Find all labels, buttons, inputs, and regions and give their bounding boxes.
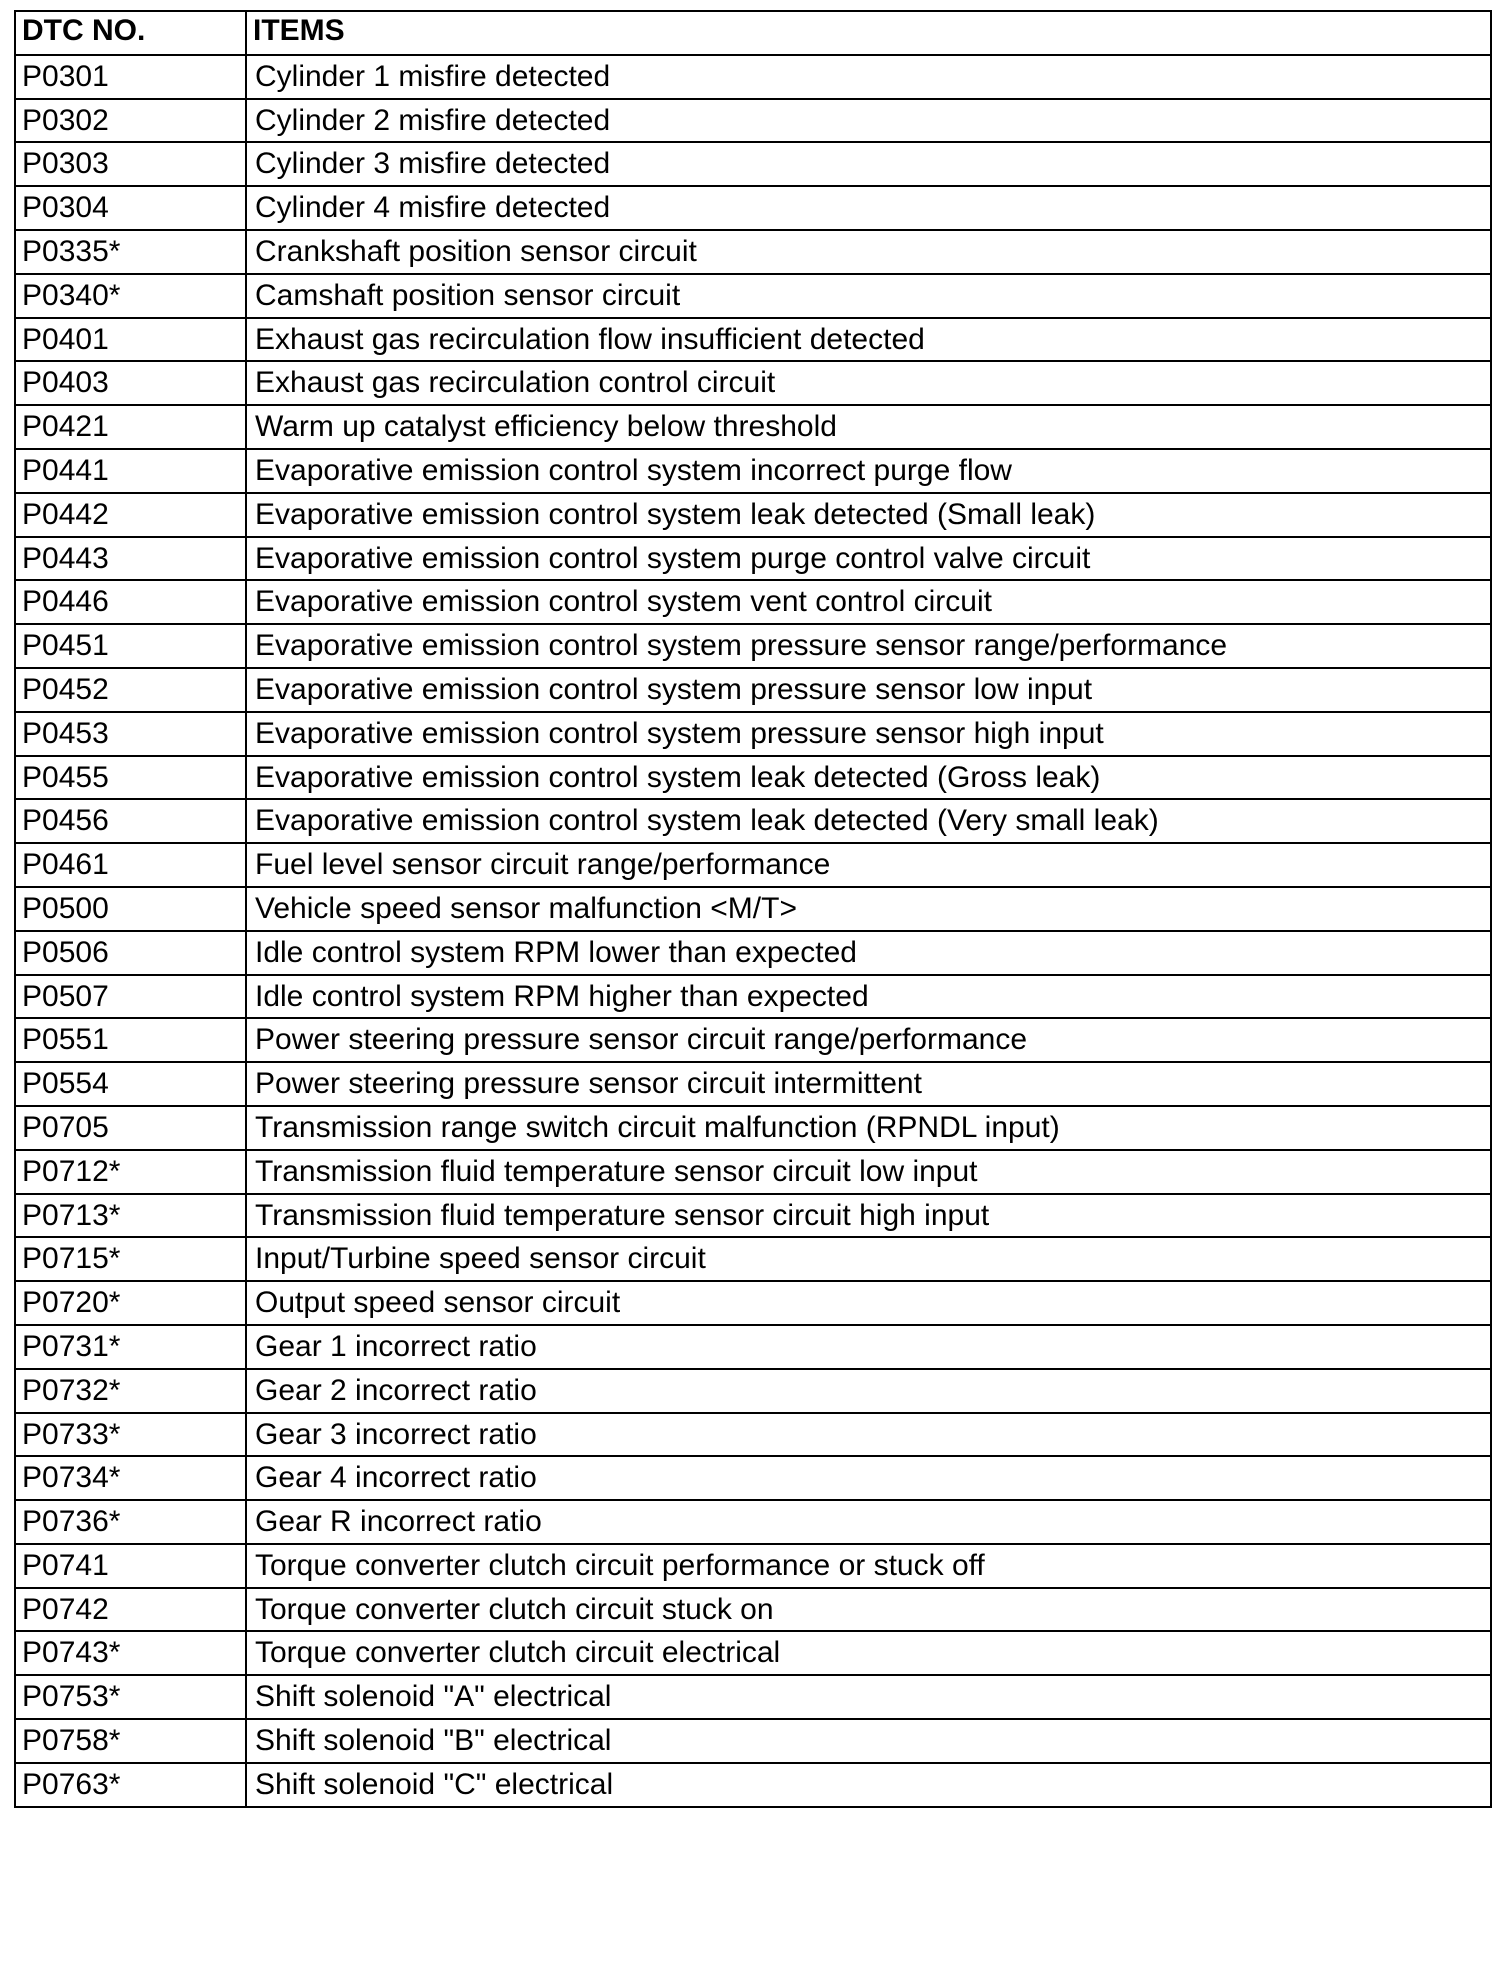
table-header xyxy=(15,11,1491,55)
dtc-item-cell: Exhaust gas recirculation flow insufficient detected xyxy=(246,318,1491,362)
table-row xyxy=(15,493,1491,537)
dtc-code-cell: P0421 xyxy=(15,405,246,449)
dtc-item-cell: Gear 4 incorrect ratio xyxy=(246,1456,1491,1500)
dtc-item-cell: Power steering pressure sensor circuit range/performance xyxy=(246,1018,1491,1062)
dtc-code-cell: P0500 xyxy=(15,887,246,931)
table-row xyxy=(15,1018,1491,1062)
dtc-code-cell: P0753* xyxy=(15,1675,246,1719)
dtc-code-cell: P0340* xyxy=(15,274,246,318)
table-row xyxy=(15,361,1491,405)
dtc-code-cell: P0731* xyxy=(15,1325,246,1369)
table-row xyxy=(15,537,1491,581)
table-row xyxy=(15,580,1491,624)
dtc-item-cell: Gear R incorrect ratio xyxy=(246,1500,1491,1544)
dtc-item-cell: Vehicle speed sensor malfunction <M/T> xyxy=(246,887,1491,931)
table-row xyxy=(15,230,1491,274)
table-row xyxy=(15,843,1491,887)
dtc-code-cell: P0403 xyxy=(15,361,246,405)
dtc-item-cell: Transmission fluid temperature sensor circuit low input xyxy=(246,1150,1491,1194)
table-row xyxy=(15,1500,1491,1544)
table-row xyxy=(15,1675,1491,1719)
table-row xyxy=(15,1456,1491,1500)
dtc-item-cell: Torque converter clutch circuit electrical xyxy=(246,1631,1491,1675)
dtc-item-cell: Input/Turbine speed sensor circuit xyxy=(246,1237,1491,1281)
table-row xyxy=(15,887,1491,931)
dtc-code-cell: P0506 xyxy=(15,931,246,975)
dtc-item-cell: Camshaft position sensor circuit xyxy=(246,274,1491,318)
dtc-item-cell: Cylinder 2 misfire detected xyxy=(246,99,1491,143)
dtc-code-cell: P0461 xyxy=(15,843,246,887)
dtc-item-cell: Idle control system RPM higher than expected xyxy=(246,975,1491,1019)
dtc-code-cell: P0763* xyxy=(15,1763,246,1807)
dtc-item-cell: Cylinder 3 misfire detected xyxy=(246,142,1491,186)
table-row xyxy=(15,1763,1491,1807)
dtc-code-cell: P0507 xyxy=(15,975,246,1019)
dtc-item-cell: Torque converter clutch circuit performance or stuck off xyxy=(246,1544,1491,1588)
dtc-item-cell: Evaporative emission control system incorrect purge flow xyxy=(246,449,1491,493)
dtc-code-cell: P0551 xyxy=(15,1018,246,1062)
header-items: ITEMS xyxy=(246,11,1491,55)
dtc-item-cell: Gear 2 incorrect ratio xyxy=(246,1369,1491,1413)
dtc-item-cell: Fuel level sensor circuit range/performance xyxy=(246,843,1491,887)
dtc-item-cell: Evaporative emission control system pressure sensor low input xyxy=(246,668,1491,712)
dtc-item-cell: Evaporative emission control system pressure sensor range/performance xyxy=(246,624,1491,668)
dtc-code-cell: P0446 xyxy=(15,580,246,624)
table-row xyxy=(15,274,1491,318)
table-row xyxy=(15,1237,1491,1281)
dtc-table xyxy=(14,10,1492,1808)
dtc-code-cell: P0452 xyxy=(15,668,246,712)
dtc-code-cell: P0442 xyxy=(15,493,246,537)
table-body xyxy=(15,55,1491,1807)
dtc-code-cell: P0453 xyxy=(15,712,246,756)
dtc-code-cell: P0733* xyxy=(15,1413,246,1457)
dtc-item-cell: Evaporative emission control system vent control circuit xyxy=(246,580,1491,624)
table-row xyxy=(15,99,1491,143)
table-row xyxy=(15,1369,1491,1413)
table-row xyxy=(15,624,1491,668)
table-row xyxy=(15,405,1491,449)
dtc-item-cell: Evaporative emission control system purge control valve circuit xyxy=(246,537,1491,581)
dtc-item-cell: Idle control system RPM lower than expected xyxy=(246,931,1491,975)
table-row xyxy=(15,1719,1491,1763)
table-row xyxy=(15,975,1491,1019)
dtc-code-cell: P0441 xyxy=(15,449,246,493)
dtc-item-cell: Power steering pressure sensor circuit intermittent xyxy=(246,1062,1491,1106)
dtc-item-cell: Gear 3 incorrect ratio xyxy=(246,1413,1491,1457)
dtc-item-cell: Warm up catalyst efficiency below threshold xyxy=(246,405,1491,449)
dtc-code-cell: P0743* xyxy=(15,1631,246,1675)
dtc-code-cell: P0451 xyxy=(15,624,246,668)
table-row xyxy=(15,1194,1491,1238)
table-row xyxy=(15,55,1491,99)
table-row xyxy=(15,1281,1491,1325)
dtc-code-cell: P0303 xyxy=(15,142,246,186)
header-row xyxy=(15,11,1491,55)
dtc-code-cell: P0734* xyxy=(15,1456,246,1500)
dtc-code-cell: P0720* xyxy=(15,1281,246,1325)
dtc-item-cell: Gear 1 incorrect ratio xyxy=(246,1325,1491,1369)
table-row xyxy=(15,1062,1491,1106)
table-row xyxy=(15,142,1491,186)
dtc-code-cell: P0456 xyxy=(15,799,246,843)
table-row xyxy=(15,1325,1491,1369)
table-row xyxy=(15,1631,1491,1675)
table-row xyxy=(15,756,1491,800)
dtc-code-cell: P0302 xyxy=(15,99,246,143)
dtc-code-cell: P0554 xyxy=(15,1062,246,1106)
table-row xyxy=(15,318,1491,362)
dtc-item-cell: Output speed sensor circuit xyxy=(246,1281,1491,1325)
dtc-item-cell: Torque converter clutch circuit stuck on xyxy=(246,1588,1491,1632)
table-row xyxy=(15,449,1491,493)
dtc-code-cell: P0301 xyxy=(15,55,246,99)
table-row xyxy=(15,931,1491,975)
dtc-code-cell: P0705 xyxy=(15,1106,246,1150)
table-row xyxy=(15,799,1491,843)
dtc-item-cell: Shift solenoid "B" electrical xyxy=(246,1719,1491,1763)
dtc-item-cell: Evaporative emission control system leak detected (Very small leak) xyxy=(246,799,1491,843)
dtc-item-cell: Evaporative emission control system leak detected (Gross leak) xyxy=(246,756,1491,800)
dtc-code-cell: P0736* xyxy=(15,1500,246,1544)
dtc-code-cell: P0455 xyxy=(15,756,246,800)
table-row xyxy=(15,1544,1491,1588)
dtc-code-cell: P0715* xyxy=(15,1237,246,1281)
table-row xyxy=(15,1588,1491,1632)
table-row xyxy=(15,1413,1491,1457)
dtc-item-cell: Shift solenoid "C" electrical xyxy=(246,1763,1491,1807)
table-row xyxy=(15,186,1491,230)
table-row xyxy=(15,668,1491,712)
table-row xyxy=(15,1106,1491,1150)
header-dtc-no: DTC NO. xyxy=(15,11,246,55)
table-row xyxy=(15,712,1491,756)
dtc-code-cell: P0335* xyxy=(15,230,246,274)
dtc-item-cell: Exhaust gas recirculation control circuit xyxy=(246,361,1491,405)
dtc-item-cell: Crankshaft position sensor circuit xyxy=(246,230,1491,274)
dtc-code-cell: P0713* xyxy=(15,1194,246,1238)
dtc-code-cell: P0741 xyxy=(15,1544,246,1588)
dtc-item-cell: Evaporative emission control system leak detected (Small leak) xyxy=(246,493,1491,537)
dtc-item-cell: Cylinder 1 misfire detected xyxy=(246,55,1491,99)
dtc-item-cell: Cylinder 4 misfire detected xyxy=(246,186,1491,230)
dtc-code-cell: P0443 xyxy=(15,537,246,581)
dtc-item-cell: Transmission fluid temperature sensor circuit high input xyxy=(246,1194,1491,1238)
dtc-code-cell: P0401 xyxy=(15,318,246,362)
dtc-code-cell: P0758* xyxy=(15,1719,246,1763)
dtc-code-cell: P0732* xyxy=(15,1369,246,1413)
dtc-code-cell: P0742 xyxy=(15,1588,246,1632)
dtc-item-cell: Shift solenoid "A" electrical xyxy=(246,1675,1491,1719)
dtc-item-cell: Evaporative emission control system pressure sensor high input xyxy=(246,712,1491,756)
dtc-code-cell: P0304 xyxy=(15,186,246,230)
dtc-code-cell: P0712* xyxy=(15,1150,246,1194)
table-row xyxy=(15,1150,1491,1194)
dtc-item-cell: Transmission range switch circuit malfunction (RPNDL input) xyxy=(246,1106,1491,1150)
